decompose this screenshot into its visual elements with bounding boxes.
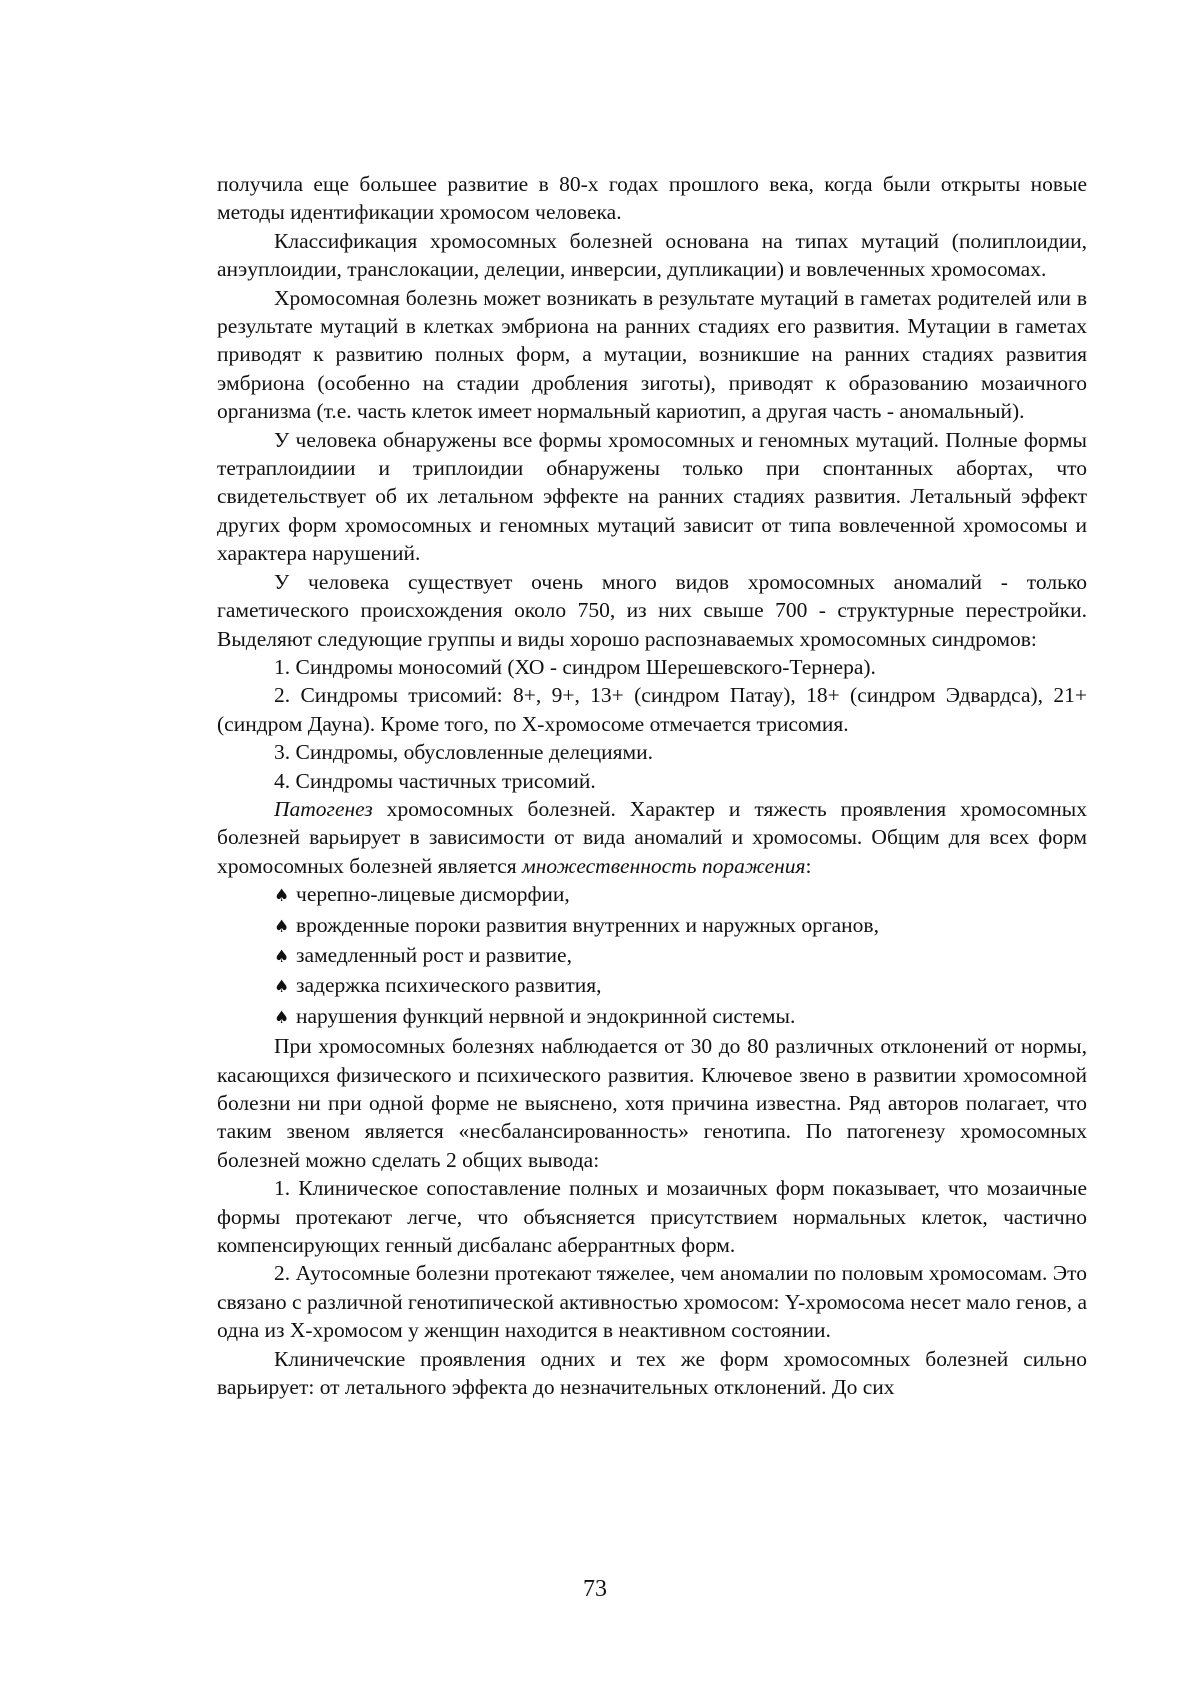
conclusion-2: 2. Аутосомные болезни протекают тяжелее, чем аномалии по половым хромосомам. Это связано с различной генотипической активностью хромосом: Y-хромосома несет мало генов, а одна из Х-хромосом у женщин находится в неактивном состоянии. — [217, 1261, 1087, 1343]
paragraph-continuation: получила еще большее развитие в 80-х годах прошлого века, когда были открыты новые методы идентификации хромосом человека. — [217, 172, 1087, 225]
bullet-text: нарушения функций нервной и эндокринной системы. — [296, 1003, 796, 1028]
bullet-item — [217, 971, 1087, 1001]
page-body — [217, 170, 1087, 1401]
paragraph-classification: Классификация хромосомных болезней основана на типах мутаций (полиплоидии, анэуплоидии, транслокации, делеции, инверсии, дупликации) и вовлеченных хромосомах. — [217, 228, 1087, 282]
bullet-item — [217, 880, 1087, 910]
spade-icon: ♠ — [274, 1007, 290, 1028]
spade-icon: ♠ — [274, 946, 290, 967]
page-number: 73 — [583, 1576, 607, 1602]
spade-icon: ♠ — [274, 916, 290, 937]
paragraph-anomaly-types: У человека существует очень много видов хромосомных аномалий - только гаметического происхождения около 750, из них свыше 700 - структурные перестройки. Выделяют следующие группы и виды хорошо распознаваемых хромосомных синдромов: — [217, 569, 1087, 651]
syndrome-item-1: 1. Синдромы моносомий (ХО - синдром Шерешевского-Тернера). — [274, 654, 876, 679]
pathogenesis-text: хромосомных болезней. Характер и тяжесть проявления хромосомных болезней варьирует в зависимости от вида аномалий и хромосомы. Общим для всех форм хромосомных болезней является — [217, 796, 1087, 878]
syndrome-item-4: 4. Синдромы частичных трисомий. — [274, 768, 596, 793]
spade-icon: ♠ — [274, 886, 290, 907]
bullet-item — [217, 911, 1087, 941]
bullet-item — [217, 941, 1087, 971]
pathogenesis-term: Патогенез — [274, 796, 373, 821]
syndrome-item-2: 2. Синдромы трисомий: 8+, 9+, 13+ (синдром Патау), 18+ (синдром Эдвардса), 21+ (синдром Дауна). Кроме того, по Х-хромосоме отмечается трисомия. — [217, 683, 1087, 736]
paragraph-origin: Хромосомная болезнь может возникать в результате мутаций в гаметах родителей или в результате мутаций в клетках эмбриона на ранних стадиях его развития. Мутации в гаметах приводят к развитию полных форм, а мутации, возникшие на ранних стадиях развития эмбриона (особенно на стадии дробления зиготы), приводят к образованию мозаичного организма (т.е. часть клеток имеет нормальный кариотип, а другая часть - аномальный). — [217, 285, 1087, 424]
pathogenesis-emphasis: множественность поражения — [522, 853, 806, 878]
paragraph-pathogenesis — [217, 795, 1087, 880]
conclusion-1: 1. Клиническое сопоставление полных и мозаичных форм показывает, что мозаичные формы протекают легче, что объясняется присутствием нормальных клеток, частично компенсирующих генный дисбаланс аберрантных форм. — [217, 1176, 1087, 1258]
bullet-text: задержка психического развития, — [296, 973, 602, 998]
paragraph-clinical: Клиничечские проявления одних и тех же форм хромосомных болезней сильно варьирует: от летального эффекта до незначительных отклонений. До сих — [217, 1346, 1087, 1400]
bullet-text: черепно-лицевые дисморфии, — [296, 882, 570, 907]
syndrome-item-3: 3. Синдромы, обусловленные делециями. — [274, 740, 653, 765]
bullet-text: замедленный рост и развитие, — [296, 942, 572, 967]
bullet-item — [217, 1002, 1087, 1032]
pathogenesis-colon: : — [805, 853, 812, 878]
paragraph-mutation-forms: У человека обнаружены все формы хромосомных и геномных мутаций. Полные формы тетраплоидиии и триплоидии обнаружены только при спонтанных абортах, что свидетельствует об их летальном эффекте на ранних стадиях развития. Летальный эффект других форм хромосомных и геномных мутаций зависит от типа вовлеченной хромосомы и характера нарушений. — [217, 427, 1087, 566]
paragraph-deviations: При хромосомных болезнях наблюдается от 30 до 80 различных отклонений от нормы, касающихся физического и психического развития. Ключевое звено в развитии хромосомной болезни ни при одной форме не выяснено, хотя причина известна. Ряд авторов полагает, что таким звеном является «несбалансированность» генотипа. По патогенезу хромосомных болезней можно сделать 2 общих вывода: — [217, 1034, 1087, 1172]
bullet-text: врожденные пороки развития внутренних и наружных органов, — [296, 912, 879, 937]
spade-icon: ♠ — [274, 977, 290, 998]
